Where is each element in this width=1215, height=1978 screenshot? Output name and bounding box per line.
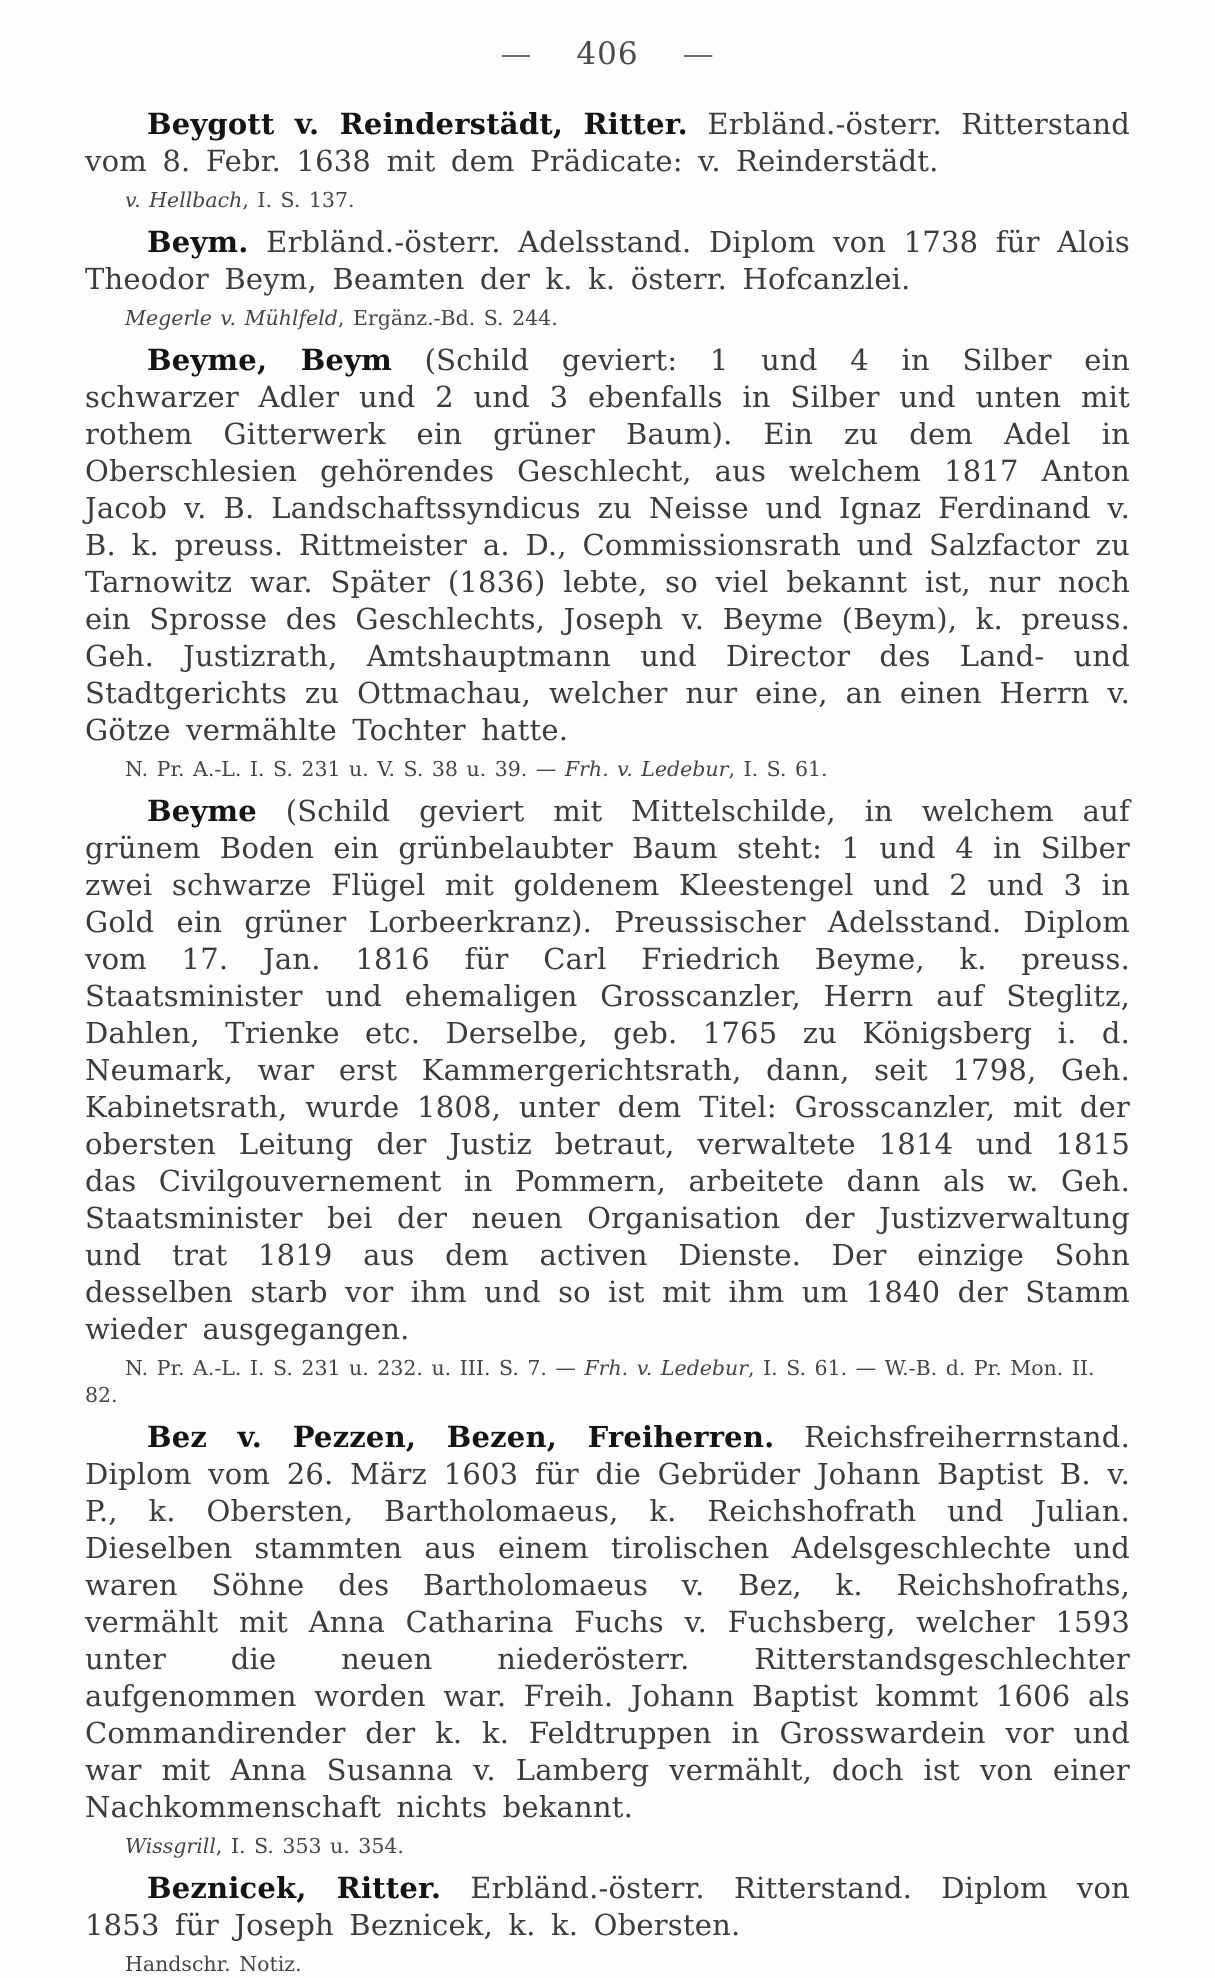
page-number-value: 406 xyxy=(576,36,639,72)
entry-beyme xyxy=(85,793,1130,1348)
entry-reference xyxy=(85,1951,1130,1978)
reference-author: Frh. v. Ledebur xyxy=(564,757,729,781)
entry-bez-pezzen xyxy=(85,1419,1130,1826)
entry-beznicek xyxy=(85,1870,1130,1944)
reference-author: v. Hellbach xyxy=(125,188,243,212)
entry-body: Erbländ.-österr. Adelsstand. Diplom von 1738 für Alois Theodor Beym, Beamten der k. k. österr. Hofcanzlei. xyxy=(85,225,1130,296)
entry-heading: Beym. xyxy=(147,225,249,259)
entry-body: Erbländ.-österr. Ritterstand. Diplom von 1853 für Joseph Beznicek, k. k. Obersten. xyxy=(85,1871,1130,1942)
reference-citation: , I. S. 353 u. 354. xyxy=(215,1834,404,1858)
reference-citation: , I. S. 61. — W.-B. d. Pr. Mon. II. 82. xyxy=(85,1356,1095,1407)
entry-reference xyxy=(85,187,1130,214)
entry-heading: Beygott v. Reinderstädt, Ritter. xyxy=(147,107,688,141)
entry-beym xyxy=(85,224,1130,298)
entry-body: (Schild geviert: 1 und 4 in Silber ein schwarzer Adler und 2 und 3 ebenfalls in Silber und unten mit rothem Gitterwerk ein grüner Baum). Ein zu dem Adel in Oberschlesien gehörendes Geschlecht, aus welchem 1817 Anton Jacob v. B. Landschaftssyndicus zu Neisse und Ignaz Ferdinand v. B. k. preuss. Rittmeister a. D., Commissionsrath und Salzfactor zu Tarnowitz war. Später (1836) lebte, so viel bekannt ist, nur noch ein Sprosse des Geschlechts, Joseph v. Beyme (Beym), k. preuss. Geh. Justizrath, Amtshauptmann und Director des Land- und Stadtgerichts zu Ottmachau, welcher nur eine, an einen Herrn v. Götze vermählte Tochter hatte. xyxy=(85,343,1130,747)
entry-beyme-beym xyxy=(85,342,1130,749)
reference-citation: , I. S. 61. xyxy=(728,757,828,781)
reference-author: Megerle v. Mühlfeld xyxy=(125,306,338,330)
entry-reference xyxy=(85,1355,1130,1409)
page-number xyxy=(85,36,1130,72)
entry-body: (Schild geviert mit Mittelschilde, in welchem auf grünem Boden ein grünbelaubter Baum steht: 1 und 4 in Silber zwei schwarze Flügel mit goldenem Kleestengel und 2 und 3 in Gold ein grüner Lorbeerkranz). Preussischer Adelsstand. Diplom vom 17. Jan. 1816 für Carl Friedrich Beyme, k. preuss. Staatsminister und ehemaligen Grosscanzler, Herrn auf Steglitz, Dahlen, Trienke etc. Derselbe, geb. 1765 zu Königsberg i. d. Neumark, war erst Kammergerichtsrath, dann, seit 1798, Geh. Kabinetsrath, wurde 1808, unter dem Titel: Grosscanzler, mit der obersten Leitung der Justiz betraut, verwaltete 1814 und 1815 das Civilgouvernement in Pommern, arbeitete dann als w. Geh. Staatsminister bei der neuen Organisation der Justizverwaltung und trat 1819 aus dem activen Dienste. Der einzige Sohn desselben starb vor ihm und so ist mit ihm um 1840 der Stamm wieder ausgegangen. xyxy=(85,794,1130,1346)
entry-body: Erbländ.-österr. Ritterstand vom 8. Febr. 1638 mit dem Prädicate: v. Reinderstädt. xyxy=(85,107,1130,178)
reference-citation: , Ergänz.-Bd. S. 244. xyxy=(337,306,558,330)
page-number-left-dash: — xyxy=(500,36,533,72)
entry-body: Reichsfreiherrnstand. Diplom vom 26. März 1603 für die Gebrüder Johann Baptist B. v. P., k. Obersten, Bartholomaeus, k. Reichshofrath und Julian. Dieselben stammten aus einem tirolischen Adelsgeschlechte und waren Söhne des Bartholomaeus v. Bez, k. Reichshofraths, vermählt mit Anna Catharina Fuchs v. Fuchsberg, welcher 1593 unter die neuen niederösterr. Ritterstandsgeschlechter aufgenommen worden war. Freih. Johann Baptist kommt 1606 als Commandirender der k. k. Feldtruppen in Grosswardein vor und war mit Anna Susanna v. Lamberg vermählt, doch ist von einer Nachkommenschaft nichts bekannt. xyxy=(85,1420,1130,1824)
reference-author: Wissgrill xyxy=(125,1834,216,1858)
entry-reference xyxy=(85,305,1130,332)
entry-heading: Beznicek, Ritter. xyxy=(147,1871,442,1905)
entry-heading: Beyme, Beym xyxy=(147,343,393,377)
entry-heading: Beyme xyxy=(147,794,257,828)
reference-text: Handschr. Notiz. xyxy=(125,1952,302,1976)
reference-text: N. Pr. A.-L. I. S. 231 u. V. S. 38 u. 39. — xyxy=(125,757,565,781)
reference-author: Frh. v. Ledebur xyxy=(584,1356,749,1380)
entry-reference xyxy=(85,1833,1130,1860)
page-number-right-dash: — xyxy=(682,36,715,72)
entry-beygott-reinderstaedt xyxy=(85,106,1130,180)
reference-citation: , I. S. 137. xyxy=(242,188,355,212)
reference-text: N. Pr. A.-L. I. S. 231 u. 232. u. III. S. 7. — xyxy=(125,1356,585,1380)
entry-reference xyxy=(85,756,1130,783)
entry-heading: Bez v. Pezzen, Bezen, Freiherren. xyxy=(147,1420,775,1454)
